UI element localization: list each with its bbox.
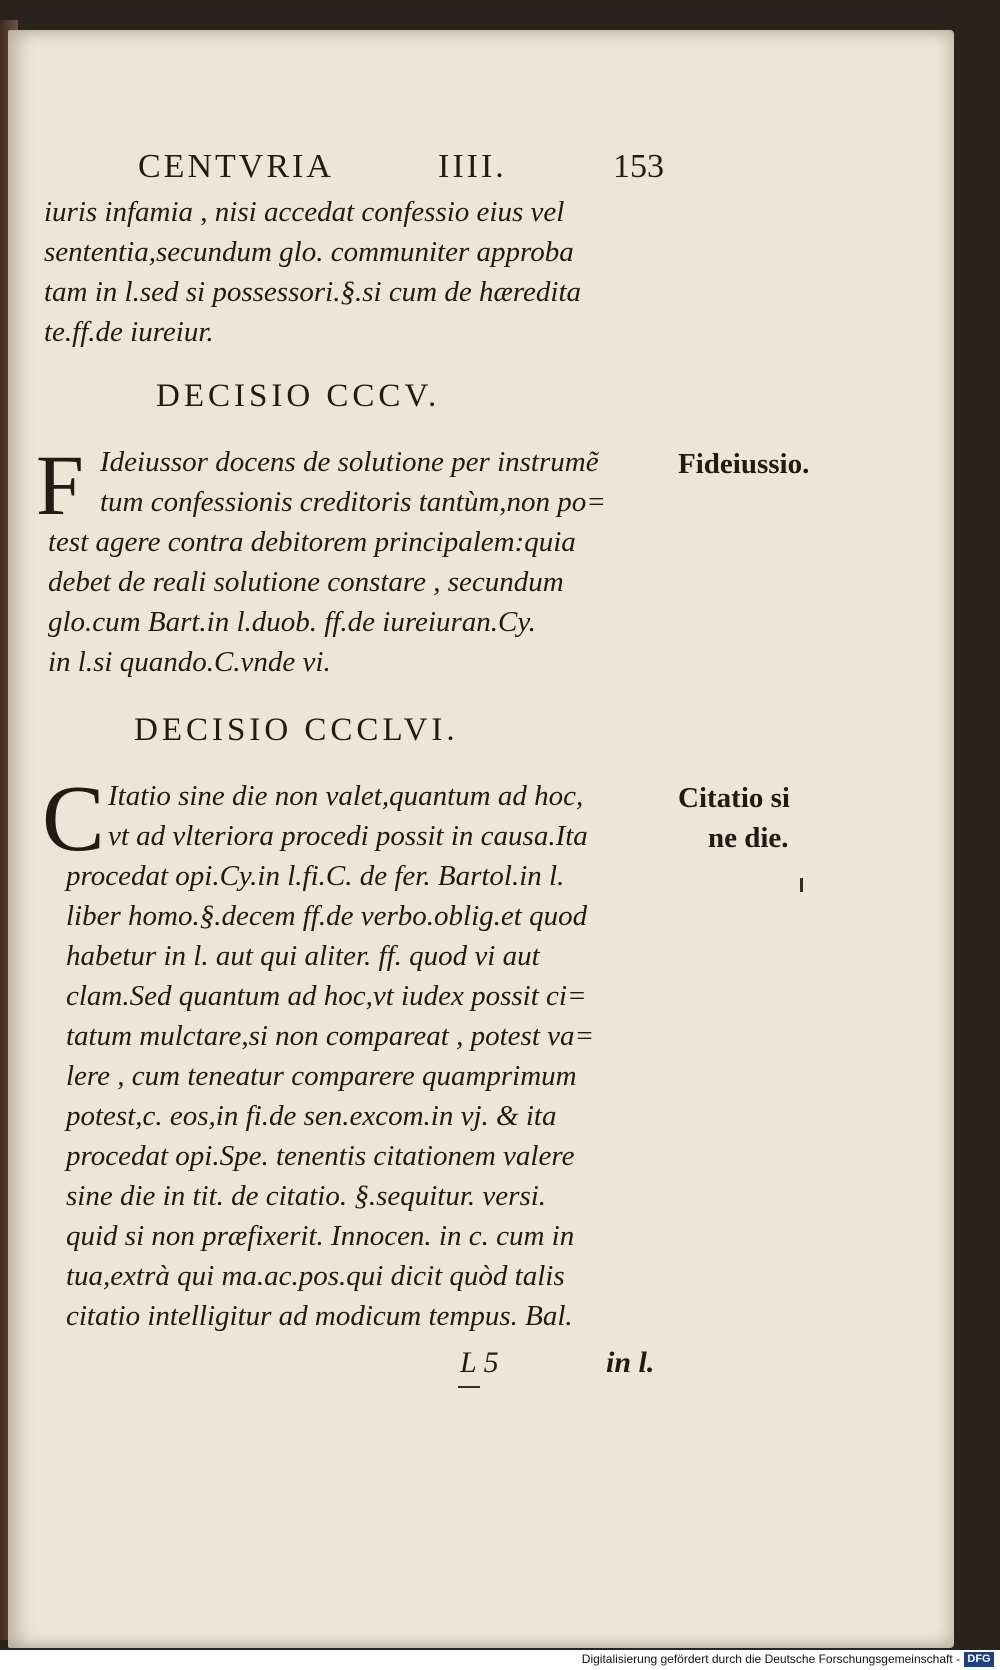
- funding-credit: Digitalisierung gefördert durch die Deutsche Forschungsgemeinschaft -: [581, 1652, 960, 1666]
- text-line: tum confessionis creditoris tantùm,non po=: [100, 486, 606, 518]
- text-line: tam in l.sed si possessori.§.si cum de hæredita: [44, 276, 582, 308]
- text-line: potest,c. eos,in fi.de sen.excom.in vj. & ita: [66, 1100, 557, 1132]
- text-line: liber homo.§.decem ff.de verbo.oblig.et quod: [66, 900, 588, 932]
- section-heading: DECISIO CCCLVI.: [134, 712, 459, 748]
- digitization-footer: [0, 1650, 1000, 1670]
- text-line: habetur in l. aut qui aliter. ff. quod vi aut: [66, 940, 540, 972]
- drop-cap-initial: F: [36, 437, 84, 533]
- section-heading: DECISIO CCCV.: [156, 378, 441, 414]
- text-line: sine die in tit. de citatio. §.sequitur. versi.: [66, 1180, 547, 1212]
- text-line: procedat opi.Cy.in l.fi.C. de fer. Bartol.in l.: [66, 860, 565, 892]
- text-line: iuris infamia , nisi accedat confessio eius vel: [44, 196, 565, 228]
- running-title-number: IIII.: [438, 148, 507, 185]
- text-line: tatum mulctare,si non compareat , potest va=: [66, 1020, 595, 1052]
- signature-underline: [458, 1386, 480, 1388]
- text-line: Ideiussor docens de solutione per instrumẽ: [100, 446, 599, 478]
- dfg-logo: DFG: [964, 1652, 994, 1667]
- margin-note: Fideiussio.: [678, 448, 810, 480]
- text-line: test agere contra debitorem principalem:quia: [48, 526, 576, 558]
- running-title-centuria: CENTVRIA: [138, 148, 334, 185]
- text-line: te.ff.de iureiur.: [44, 316, 214, 348]
- text-line: lere , cum teneatur comparere quamprimum: [66, 1060, 577, 1092]
- book-page: [8, 30, 954, 1648]
- catchword: in l.: [606, 1346, 655, 1379]
- text-line: clam.Sed quantum ad hoc,vt iudex possit ci=: [66, 980, 587, 1012]
- drop-cap-initial: C: [42, 767, 105, 871]
- margin-note: ne die.: [708, 822, 789, 854]
- text-line: Itatio sine die non valet,quantum ad hoc,: [108, 780, 584, 812]
- text-line: sententia,secundum glo. communiter approba: [44, 236, 574, 268]
- signature-mark: L 5: [460, 1346, 499, 1379]
- ink-speck: [800, 878, 803, 892]
- text-line: vt ad vlteriora procedi possit in causa.Ita: [108, 820, 588, 852]
- text-line: debet de reali solutione constare , secundum: [48, 566, 564, 598]
- text-line: procedat opi.Spe. tenentis citationem valere: [66, 1140, 575, 1172]
- margin-note: Citatio si: [678, 782, 790, 814]
- text-line: citatio intelligitur ad modicum tempus. Bal.: [66, 1300, 573, 1332]
- text-line: glo.cum Bart.in l.duob. ff.de iureiuran.Cy.: [48, 606, 536, 638]
- text-line: in l.si quando.C.vnde vi.: [48, 646, 331, 678]
- text-line: tua,extrà qui ma.ac.pos.qui dicit quòd talis: [66, 1260, 565, 1292]
- text-line: quid si non præfixerit. Innocen. in c. cum in: [66, 1220, 575, 1252]
- page-number: 153: [613, 148, 664, 185]
